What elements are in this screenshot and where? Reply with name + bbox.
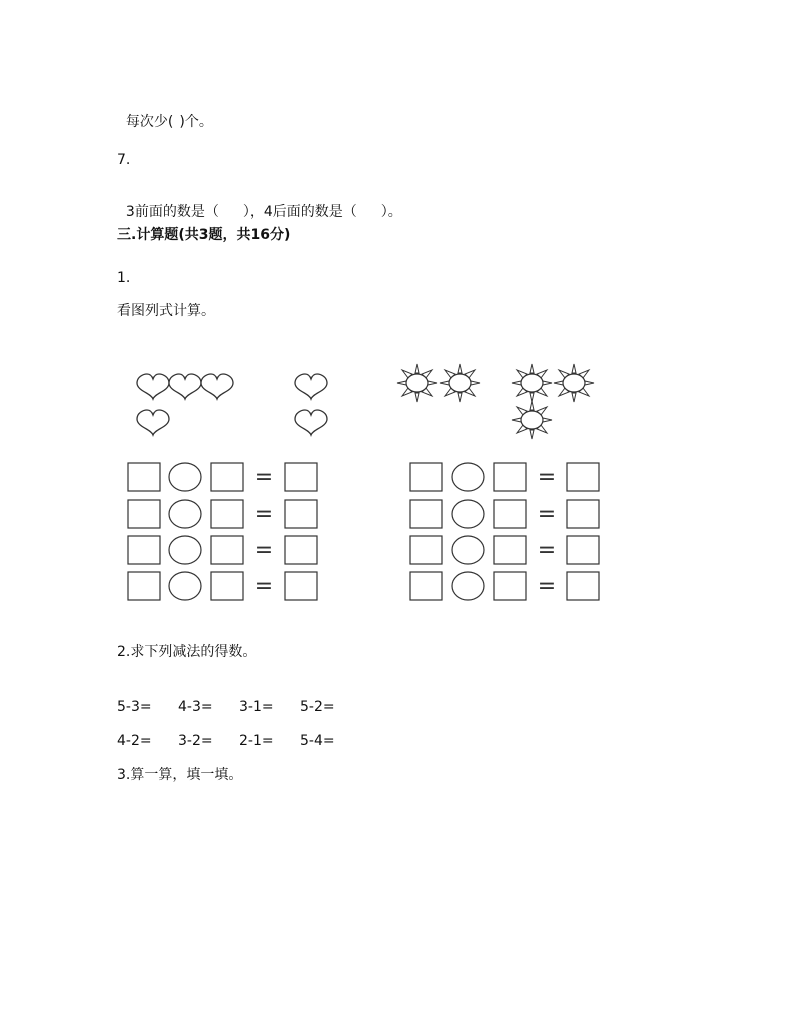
- equation-row: [410, 572, 599, 600]
- sun-icon: [554, 364, 594, 402]
- answer-box[interactable]: [410, 463, 442, 491]
- sun-icon: [512, 364, 552, 402]
- answer-box[interactable]: [211, 536, 243, 564]
- equals-sign: =: [254, 465, 274, 490]
- calc-item: 5-4=: [300, 733, 335, 749]
- answer-box[interactable]: [567, 463, 599, 491]
- c1-prompt: 看图列式计算。: [117, 303, 215, 319]
- equals-sign: =: [537, 502, 557, 527]
- operator-circle[interactable]: [169, 536, 201, 564]
- sun-icon: [440, 364, 480, 402]
- operator-circle[interactable]: [452, 463, 484, 491]
- answer-box[interactable]: [494, 536, 526, 564]
- c2-title: 2.求下列减法的得数。: [117, 644, 257, 660]
- c1-number: 1.: [117, 270, 131, 286]
- answer-box[interactable]: [285, 536, 317, 564]
- equals-sign: =: [254, 502, 274, 527]
- q7-text-part2: ），4后面的数是（: [242, 204, 357, 220]
- equation-panel-left: [128, 463, 317, 600]
- answer-box[interactable]: [410, 536, 442, 564]
- answer-box[interactable]: [567, 572, 599, 600]
- q6-tail-before: 每次少(: [125, 114, 174, 130]
- equation-panel-right: [410, 463, 599, 600]
- operator-circle[interactable]: [169, 500, 201, 528]
- heart-icon: [137, 410, 169, 435]
- answer-box[interactable]: [128, 463, 160, 491]
- heart-icon: [169, 374, 201, 399]
- calc-item: 2-1=: [239, 733, 274, 749]
- equals-sign: =: [254, 538, 274, 563]
- heart-icon: [295, 374, 327, 399]
- c2-row-2: [117, 732, 361, 750]
- heart-icon: [295, 410, 327, 435]
- equals-sign: =: [537, 465, 557, 490]
- operator-circle[interactable]: [452, 572, 484, 600]
- section3-title: 三.计算题(共3题，共16分): [117, 227, 291, 243]
- equation-row: [410, 500, 599, 528]
- calc-item: 4-3=: [178, 699, 213, 715]
- answer-box[interactable]: [567, 536, 599, 564]
- heart-icon: [137, 374, 169, 399]
- answer-box[interactable]: [128, 572, 160, 600]
- answer-box[interactable]: [410, 500, 442, 528]
- answer-box[interactable]: [285, 463, 317, 491]
- calc-item: 4-2=: [117, 733, 152, 749]
- q7-text-part1: 3前面的数是（: [125, 204, 219, 220]
- answer-box[interactable]: [494, 572, 526, 600]
- answer-box[interactable]: [494, 463, 526, 491]
- equation-row: [410, 463, 599, 491]
- sun-icon: [397, 364, 437, 402]
- equation-row: [128, 500, 317, 528]
- answer-box[interactable]: [211, 572, 243, 600]
- answer-box[interactable]: [285, 572, 317, 600]
- answer-box[interactable]: [211, 463, 243, 491]
- equals-sign: =: [254, 574, 274, 599]
- operator-circle[interactable]: [169, 463, 201, 491]
- answer-box[interactable]: [410, 572, 442, 600]
- q7-text-part3: ）。: [380, 204, 402, 220]
- answer-box[interactable]: [567, 500, 599, 528]
- equals-sign: =: [537, 574, 557, 599]
- equals-sign: =: [537, 538, 557, 563]
- heart-icon: [201, 374, 233, 399]
- q6-tail-after: )个。: [179, 114, 213, 130]
- operator-circle[interactable]: [452, 536, 484, 564]
- answer-box[interactable]: [211, 500, 243, 528]
- answer-box[interactable]: [494, 500, 526, 528]
- calc-item: 5-2=: [300, 699, 335, 715]
- calc-item: 3-1=: [239, 699, 274, 715]
- sun-icon: [512, 401, 552, 439]
- operator-circle[interactable]: [169, 572, 201, 600]
- c2-row-1: [117, 698, 361, 716]
- operator-circle[interactable]: [452, 500, 484, 528]
- calc-item: 5-3=: [117, 699, 152, 715]
- equation-row: [128, 536, 317, 564]
- answer-box[interactable]: [128, 536, 160, 564]
- c3-title: 3.算一算，填一填。: [117, 767, 243, 783]
- calc-item: 3-2=: [178, 733, 213, 749]
- answer-box[interactable]: [128, 500, 160, 528]
- equation-row: [128, 463, 317, 491]
- q7-number: 7.: [117, 152, 131, 168]
- equation-row: [128, 572, 317, 600]
- equation-row: [410, 536, 599, 564]
- answer-box[interactable]: [285, 500, 317, 528]
